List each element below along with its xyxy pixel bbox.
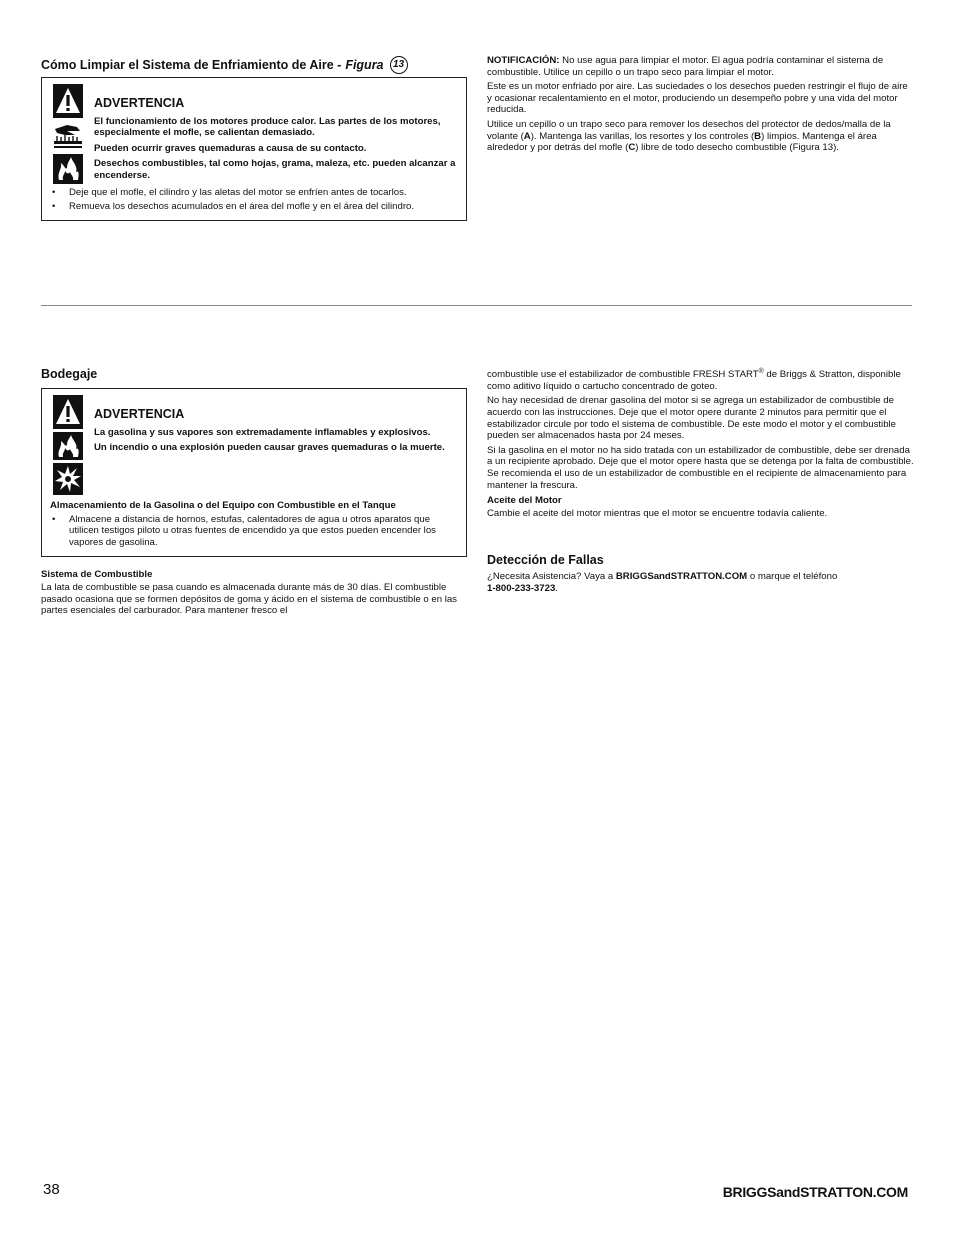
engine-oil-title: Aceite del Motor [487,495,562,507]
body-paragraph: Utilice un cepillo o un trapo seco para remover los desechos del protector de dedos/malla de la volante (A). Mantenga las varillas, los resortes y los controles (B) limpios. Mantenga el área alrededor y por detrás del mofle (C) libre de todo desecho combustible (Figura 13). [487,118,891,154]
fuel-system-title: Sistema de Combustible [41,569,153,581]
page-number: 38 [43,1181,60,1198]
body-paragraph: Este es un motor enfriado por aire. Las suciedades o los desechos pueden restringir el flujo de aire y ocasionar recalentamiento en el motor, produciendo un desempeño pobre y una vida del motor reducida. [487,81,908,116]
fuel-warning-box [41,388,467,557]
storage-continued [487,366,915,598]
troubleshooting-text: ¿Necesita Asistencia? Vaya a BRIGGSandSTRATTON.COM o marque el teléfono 1-800-233-3723. [487,571,838,594]
storage-title: Bodegaje [41,367,98,381]
list-item: • Remueva los desechos acumulados en el área del mofle y en el área del cilindro. [50,201,458,213]
explosion-icon [53,463,83,495]
warning-bullets [50,514,458,549]
troubleshooting-title: Detección de Fallas [487,553,604,568]
engine-oil-text: Cambie el aceite del motor mientras que el motor se encuentre todavía caliente. [487,507,828,519]
warning-heading: ADVERTENCIA [94,407,185,421]
body-paragraph: No hay necesidad de drenar gasolina del motor si se agrega un estabilizador de combustible de acuerdo con las instrucciones. Deje que el motor opere durante 2 minutos para permitir que el estabilizador circule por todo el sistema de combustible. De este modo el motor y el combustible pueden ser almacenados hasta por 24 meses. [487,395,896,442]
warning-subheading: Almacenamiento de la Gasolina o del Equipo con Combustible en el Tanque [50,500,396,511]
figure-badge: 13 [390,56,408,74]
warning-heading: ADVERTENCIA [94,96,185,110]
website-link[interactable]: BRIGGSandSTRATTON.COM [615,571,748,583]
phone-number: 1-800-233-3723 [487,582,556,594]
warning-text: Pueden ocurrir graves quemaduras a causa de su contacto. [94,142,367,154]
notice-section [487,55,915,157]
hot-surface-icon [53,121,83,151]
body-paragraph: Si la gasolina en el motor no ha sido tratada con un estabilizador de combustible, debe ser drenada a un recipiente aprobado. Deje que el motor opere hasta que se detenga por la falta de combustible. Se recomienda el uso de un estabilizador de combustible en el recipiente de almacenamiento para mantener la frescura. [487,444,914,491]
section-divider [41,305,912,306]
warning-triangle-icon [53,84,83,118]
notice-paragraph: NOTIFICACIÓN: No use agua para limpiar el motor. El agua podría contaminar el sistema de combustible. Utilice un cepillo o un trapo seco para limpiar el motor. [487,55,884,78]
warning-triangle-icon [53,395,83,429]
warning-text: Desechos combustibles, tal como hojas, grama, maleza, etc. pueden alcanzar a encenderse. [94,158,456,181]
fuel-system-text: La lata de combustible se pasa cuando es almacenada durante más de 30 días. El combustible pasado ocasiona que se formen depósitos de goma y ácido en el sistema de combustible o en las partes esenciales del carburador. Para mantener fresco el [41,581,457,617]
fire-icon [53,154,83,184]
cleaning-title: Cómo Limpiar el Sistema de Enfriamiento de Aire - Figura 13 [41,56,467,74]
warning-text: El funcionamiento de los motores produce calor. Las partes de los motores, especialmente el mofle, se calientan demasiado. [94,115,441,139]
heat-warning-box [41,77,467,221]
warning-bullets [50,187,458,212]
list-item: • Deje que el mofle, el cilindro y las aletas del motor se enfríen antes de tocarlos. [50,187,458,199]
footer-website: BRIGGSandSTRATTON.COM [722,1184,908,1200]
cleaning-section [41,56,467,221]
fire-icon [53,432,83,460]
list-item: • Almacene a distancia de hornos, estufas, calentadores de agua u otros aparatos que utilicen testigos piloto u otras fuentes de encendido ya que estos pueden encender los vapores de gasolina. [50,514,458,549]
storage-section [41,366,467,620]
warning-text: Un incendio o una explosión pueden causar graves quemaduras o la muerte. [94,442,445,454]
warning-text: La gasolina y sus vapores son extremadamente inflamables y explosivos. [94,426,431,438]
body-paragraph: combustible use el estabilizador de combustible FRESH START® de Briggs & Stratton, disponible como aditivo líquido o cartucho concentrado de goteo. [487,368,901,392]
